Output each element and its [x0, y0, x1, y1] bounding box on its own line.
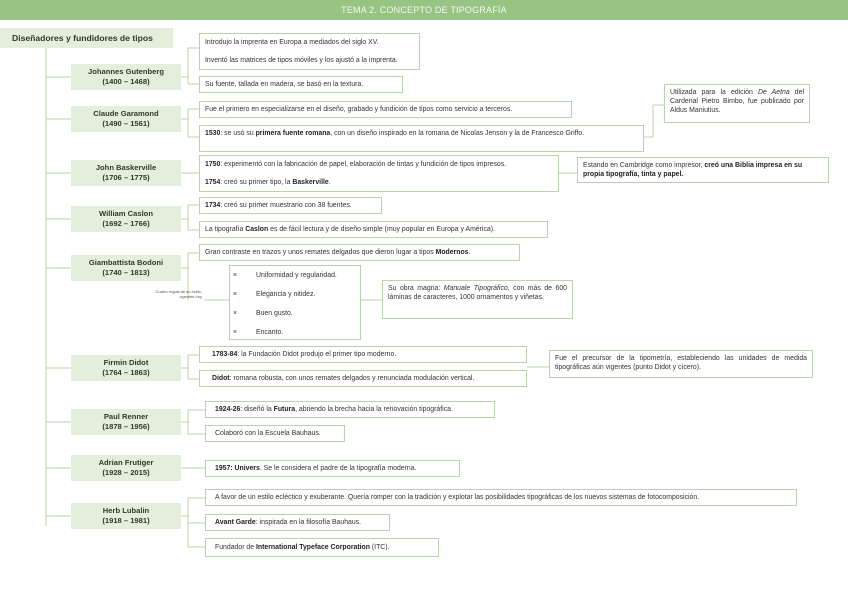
- bullet-icon: ×: [233, 272, 238, 279]
- designer-years: (1918 – 1981): [102, 516, 150, 525]
- fact-line: [205, 178, 553, 187]
- fact-year: 1783-84: [212, 351, 238, 358]
- fact-emphasis: Baskerville: [292, 179, 329, 186]
- designer-years: (1706 – 1775): [102, 173, 150, 182]
- fact-box-lubalin-1: [205, 489, 797, 506]
- designer-node-renner: [71, 409, 181, 435]
- fact-box-renner-1: [205, 401, 495, 418]
- rule-text: Encanto.: [256, 329, 284, 336]
- fact-year: 1530: [205, 130, 221, 137]
- fact-text: Fue el precursor de la tipometría, estableciendo las unidades de medida tipográficas aún vigentes (punto Didot y cícero).: [555, 355, 807, 371]
- fact-box-garamond-2: [199, 125, 644, 152]
- fact-emphasis: primera fuente romana: [255, 130, 331, 137]
- side-box-baskerville: [577, 157, 829, 183]
- fact-text: del Cardenal Pietro Bimbo, fue publicado por Aldus Maniutius.: [670, 89, 804, 114]
- designer-years: (1490 – 1561): [102, 119, 150, 128]
- fact-text: .: [468, 249, 471, 256]
- fact-emphasis: Futura: [273, 406, 296, 413]
- list-item: [230, 285, 360, 304]
- fact-box-gutenberg-2: [199, 76, 403, 93]
- fact-italic: De Aetna: [757, 89, 790, 96]
- list-item: [230, 323, 360, 342]
- designer-node-garamond: [71, 106, 181, 132]
- fact-box-lubalin-3: [205, 538, 439, 557]
- fact-text: Estando en Cambridge como impresor,: [583, 162, 705, 169]
- fact-box-didot-2: [199, 370, 527, 387]
- designer-node-didot: [71, 355, 181, 381]
- fact-line: [205, 160, 553, 169]
- fact-box-didot-1: [199, 346, 527, 363]
- fact-text: : experimentó con la fabricación de papel, elaboración de tintas y fundición de tipos impresos.: [220, 161, 507, 168]
- bullet-icon: ×: [233, 291, 238, 298]
- fact-emphasis: Caslon: [245, 226, 269, 233]
- fact-text: . Se le considera el padre de la tipografía moderna.: [259, 465, 417, 472]
- fact-text: Colaboró con la Escuela Bauhaus.: [215, 430, 321, 437]
- rule-text: Buen gusto.: [256, 310, 293, 317]
- fact-emphasis: creó una Biblia impresa en su propia tipografía, tinta y papel.: [583, 162, 803, 178]
- designer-name: Johannes Gutenberg: [88, 67, 164, 76]
- fact-emphasis: 1957: Univers: [215, 465, 260, 472]
- designer-years: (1764 – 1863): [102, 368, 150, 377]
- fact-text: : diseñó la: [240, 406, 274, 413]
- rule-text: Elegancia y nitidez.: [256, 291, 316, 298]
- fact-box-caslon-1: [199, 197, 382, 214]
- side-box-bodoni: [382, 280, 573, 319]
- designer-name: Firmin Didot: [103, 358, 149, 367]
- fact-text: es de fácil lectura y de diseño simple (muy popular en Europa y América).: [268, 226, 495, 233]
- fact-box-gutenberg-1: [199, 33, 420, 70]
- side-box-didot: [549, 350, 813, 378]
- fact-emphasis: Modernos: [435, 249, 469, 256]
- fact-text: Inventó las matrices de tipos móviles y los ajustó a la imprenta.: [205, 57, 398, 64]
- fact-text: Introdujo la imprenta en Europa a mediados del siglo XV.: [205, 39, 379, 46]
- fact-box-garamond-1: [199, 101, 572, 118]
- fact-text: Fundador de: [215, 544, 256, 551]
- fact-text: : creó su primer tipo, la: [220, 179, 293, 186]
- fact-text: Su obra magna:: [388, 285, 444, 292]
- designer-years: (1740 – 1813): [102, 268, 150, 277]
- fact-text: Su fuente, tallada en madera, se basó en la textura.: [205, 81, 364, 88]
- fact-box-renner-2: [205, 425, 345, 442]
- list-item: [230, 266, 360, 285]
- designer-node-baskerville: [71, 160, 181, 186]
- fact-emphasis: Didot: [212, 375, 230, 382]
- fact-box-bodoni-1: [199, 244, 520, 261]
- designer-node-frutiger: [71, 455, 181, 481]
- fact-text: La tipografía: [205, 226, 246, 233]
- bullet-icon: ×: [233, 329, 238, 336]
- fact-text: Utilizada para la edición: [670, 89, 758, 96]
- designer-node-bodoni: [71, 255, 181, 281]
- fact-text: A favor de un estilo ecléctico y exuberante. Quería romper con la tradición y explotar las posibilidades tipográficas de los nuevos sistemas de fotocomposición.: [215, 494, 700, 501]
- fact-text: : creó su primer muestrario con 38 fuentes.: [220, 202, 352, 209]
- designer-name: Herb Lubalin: [102, 506, 150, 515]
- bodoni-rules-list: [229, 265, 361, 340]
- designer-node-lubalin: [71, 503, 181, 529]
- designer-name: Claude Garamond: [93, 109, 159, 118]
- designer-years: (1692 – 1766): [102, 219, 150, 228]
- fact-text: , abriendo la brecha hacia la renovación tipográfica.: [295, 406, 453, 413]
- root-node: Diseñadores y fundidores de tipos: [0, 28, 173, 48]
- fact-box-frutiger: [205, 460, 460, 477]
- fact-text: , con un diseño inspirado en la romana de Nicolas Jenson y la de Francesco Griffo.: [330, 130, 585, 137]
- fact-text: : se usó su: [220, 130, 256, 137]
- rule-text: Uniformidad y regularidad.: [256, 272, 337, 279]
- designer-name: John Baskerville: [95, 163, 157, 172]
- fact-emphasis: International Typeface Corporation: [256, 544, 370, 551]
- fact-text: .: [328, 179, 331, 186]
- fact-year: 1750: [205, 161, 221, 168]
- designer-years: (1400 – 1468): [102, 77, 150, 86]
- fact-text: (ITC).: [369, 544, 390, 551]
- designer-name: William Caslon: [99, 209, 153, 218]
- side-box-garamond: [664, 84, 810, 123]
- fact-emphasis: Avant Garde: [215, 519, 256, 526]
- designer-name: Paul Renner: [103, 412, 149, 421]
- fact-italic: Manuale Tipográfico: [443, 285, 508, 292]
- fact-box-lubalin-2: [205, 514, 390, 531]
- fact-text: : romana robusta, con unos remates delgados y renunciada modulación vertical.: [229, 375, 475, 382]
- fact-text: : inspirada en la filosofía Bauhaus.: [255, 519, 362, 526]
- page-title: TEMA 2. CONCEPTO DE TIPOGRAFÍA: [0, 0, 848, 20]
- fact-text: Fue el primero en especializarse en el diseño, grabado y fundición de tipos como servicio a terceros.: [205, 106, 513, 113]
- designer-years: (1878 – 1956): [102, 422, 150, 431]
- designer-years: (1928 – 2015): [102, 468, 150, 477]
- fact-text: : la Fundación Didot produjo el primer tipo moderno.: [237, 351, 397, 358]
- bodoni-rules-note: Cuatro reglas de su estilo, vigentes hoy: [155, 289, 202, 299]
- fact-text: Gran contraste en trazos y unos remates delgados que dieron lugar a tipos: [205, 249, 436, 256]
- fact-year: 1754: [205, 179, 221, 186]
- designer-node-caslon: [71, 206, 181, 232]
- fact-box-baskerville: [199, 155, 559, 192]
- list-item: [230, 304, 360, 323]
- designer-node-gutenberg: [71, 64, 181, 90]
- fact-box-caslon-2: [199, 221, 548, 238]
- fact-year: 1924-26: [215, 406, 241, 413]
- designer-name: Giambattista Bodoni: [88, 258, 164, 267]
- fact-text: , con más de 600 láminas de caracteres, 1000 ornamentos y viñetas.: [388, 285, 567, 301]
- designer-name: Adrian Frutiger: [98, 458, 154, 467]
- bullet-icon: ×: [233, 310, 238, 317]
- fact-year: 1734: [205, 202, 221, 209]
